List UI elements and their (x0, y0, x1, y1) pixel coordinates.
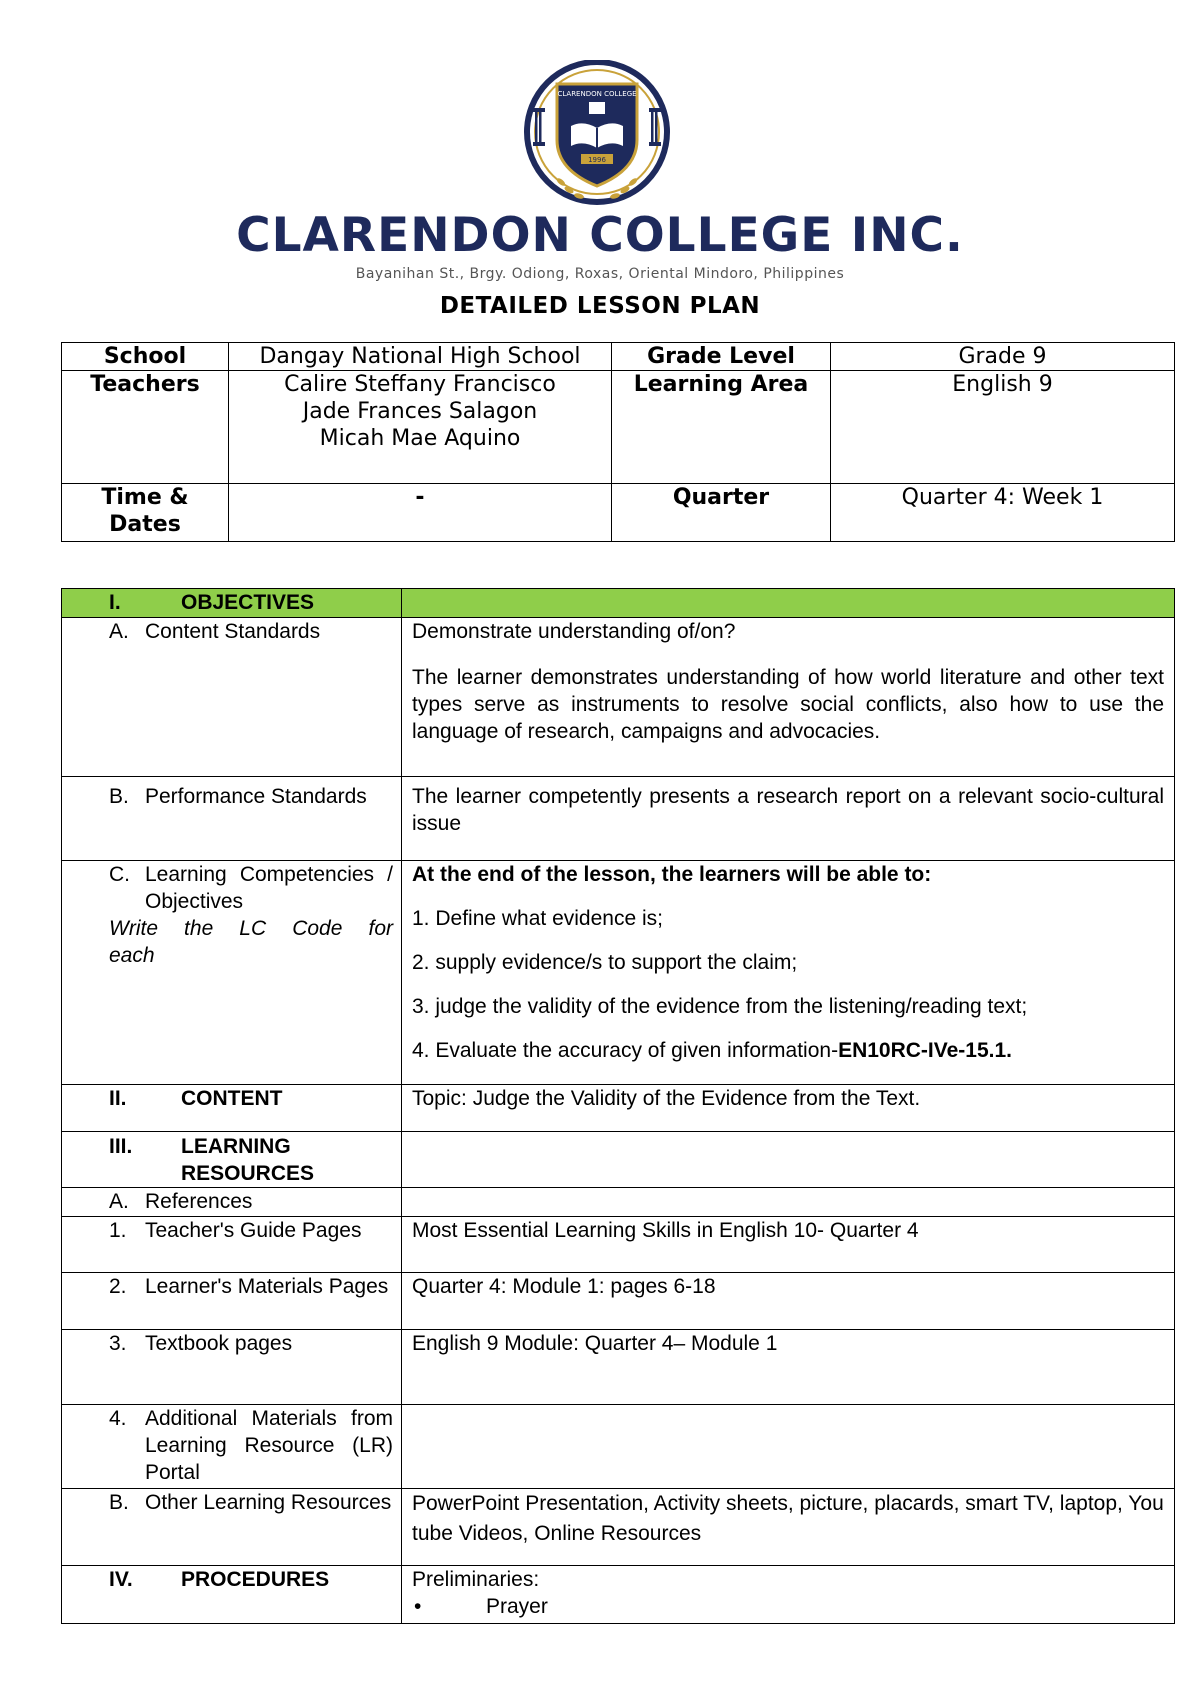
other-resources-value: PowerPoint Presentation, Activity sheets, picture, placards, smart TV, laptop, You tube Videos, Online Resources (402, 1489, 1175, 1566)
content-topic: Topic: Judge the Validity of the Evidence from the Text. (402, 1085, 1175, 1132)
resources-heading: III. LEARNING RESOURCES (62, 1132, 402, 1188)
content-standards-label: A. Content Standards (109, 620, 321, 643)
competencies-label: C. Learning Competencies / Objectives (109, 863, 393, 913)
procedures-heading: IV. PROCEDURES (62, 1566, 402, 1624)
performance-standards-text: The learner competently presents a research report on a relevant socio-cultural issue (402, 777, 1175, 861)
lesson-info-table (61, 342, 1175, 542)
objectives-heading: I. OBJECTIVES (62, 589, 402, 618)
resources-row (62, 1132, 1175, 1188)
preliminaries-label: Preliminaries: (412, 1568, 540, 1591)
college-address: Bayanihan St., Brgy. Odiong, Roxas, Oriental Mindoro, Philippines (355, 266, 845, 282)
performance-standards-label: B. Performance Standards (109, 785, 367, 808)
learning-area-value: English 9 (831, 371, 1175, 484)
competency-item: 2. supply evidence/s to support the claim; (412, 951, 798, 974)
reference-row (62, 1273, 1175, 1330)
other-resources-row (62, 1489, 1175, 1566)
reference-value (402, 1405, 1175, 1489)
quarter-label: Quarter (612, 484, 831, 542)
reference-label: 1. Teacher's Guide Pages (109, 1219, 362, 1242)
reference-row (62, 1217, 1175, 1273)
lc-code: EN10RC-IVe-15.1. (838, 1039, 1012, 1062)
time-dates-label (62, 484, 229, 542)
learning-area-label: Learning Area (612, 371, 831, 484)
dates-label-line: Dates (109, 512, 181, 537)
procedure-bullet-item: • Prayer (414, 1595, 548, 1618)
reference-value: Most Essential Learning Skills in English 10- Quarter 4 (402, 1217, 1175, 1273)
lesson-plan-table (61, 588, 1175, 1624)
competency-item: 4. Evaluate the accuracy of given information-EN10RC-IVe-15.1. (412, 1039, 1012, 1062)
time-dates-value: - (229, 484, 612, 542)
teacher-name: Calire Steffany Francisco (284, 372, 556, 397)
performance-standards-row (62, 777, 1175, 861)
references-row (62, 1188, 1175, 1217)
reference-label: 2. Learner's Materials Pages (109, 1275, 389, 1298)
content-standards-row (62, 618, 1175, 777)
college-seal-icon (513, 60, 681, 210)
objectives-header-fill (402, 589, 1175, 618)
seal-year: 1996 (588, 156, 606, 164)
competency-item: 3. judge the validity of the evidence from the listening/reading text; (412, 995, 1028, 1018)
grade-level-value: Grade 9 (831, 343, 1175, 371)
procedures-row (62, 1566, 1175, 1624)
time-label-line: Time & (101, 485, 189, 510)
objectives-header-row (62, 589, 1175, 618)
content-standards-text: The learner demonstrates understanding of how world literature and other text types serve as instruments to resolve social conflicts, also how to use the language of research, campaigns and advocacies. (412, 666, 1164, 743)
reference-label: 4. Additional Materials from Learning Resource (LR) Portal (109, 1407, 393, 1484)
reference-row (62, 1405, 1175, 1489)
competencies-row (62, 861, 1175, 1085)
quarter-value: Quarter 4: Week 1 (831, 484, 1175, 542)
college-name: CLARENDON COLLEGE INC. (236, 208, 964, 263)
competencies-intro: At the end of the lesson, the learners will be able to: (412, 863, 932, 886)
teacher-name: Jade Frances Salagon (302, 399, 538, 424)
content-standards-prompt: Demonstrate understanding of/on? (412, 620, 736, 643)
seal-ring-text: CLARENDON COLLEGE (557, 90, 637, 98)
reference-row (62, 1330, 1175, 1405)
teachers-value (229, 371, 612, 484)
teacher-name: Micah Mae Aquino (319, 426, 521, 451)
content-heading: II. CONTENT (62, 1085, 402, 1132)
lc-code-note: Write the LC Code for each (109, 917, 393, 967)
other-resources-label: B. Other Learning Resources (109, 1491, 392, 1514)
reference-value: Quarter 4: Module 1: pages 6-18 (402, 1273, 1175, 1330)
reference-value: English 9 Module: Quarter 4– Module 1 (402, 1330, 1175, 1405)
school-value: Dangay National High School (229, 343, 612, 371)
competency-item: 1. Define what evidence is; (412, 907, 663, 930)
reference-label: 3. Textbook pages (109, 1332, 293, 1355)
document-title: DETAILED LESSON PLAN (439, 293, 761, 319)
grade-level-label: Grade Level (612, 343, 831, 371)
content-row (62, 1085, 1175, 1132)
teachers-label: Teachers (62, 371, 229, 484)
school-label: School (62, 343, 229, 371)
references-label: A. References (109, 1190, 253, 1213)
